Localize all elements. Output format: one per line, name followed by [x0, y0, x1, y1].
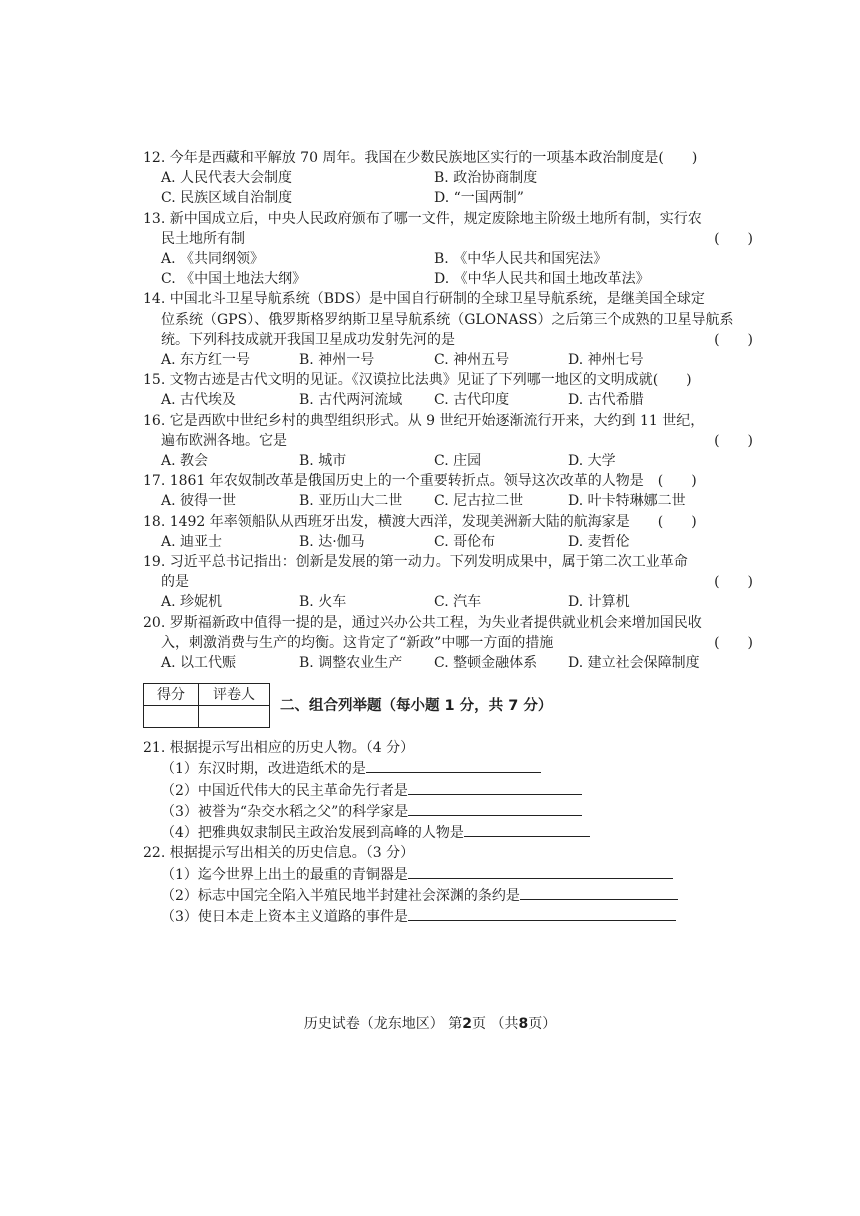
option-d: D. 麦哲伦 [568, 533, 630, 550]
answer-blank[interactable] [408, 801, 582, 816]
question-stem [143, 148, 753, 168]
option-c: C. 庄园 [434, 453, 482, 470]
question-stem [143, 512, 753, 532]
stem-line: 遍布欧洲各地。它是 [161, 432, 287, 449]
question-list [143, 148, 753, 673]
option-b: B. 古代两河流域 [299, 392, 403, 409]
option-row [143, 491, 753, 511]
answer-blank[interactable] [464, 822, 590, 837]
footer-page-word-a: 第 [448, 1016, 463, 1032]
stem-line: 20. 罗斯福新政中值得一提的是，通过兴办公共工程，为失业者提供就业机会来增加国民收 [143, 614, 702, 631]
question-14 [143, 289, 753, 370]
option-b: B. 城市 [299, 453, 347, 470]
option-c: C. 神州五号 [434, 352, 510, 369]
stem-line: 13. 新中国成立后，中央人民政府颁布了哪一文件，规定废除地主阶级土地所有制，实行农 [143, 210, 702, 227]
option-a: A. 《共同纲领》 [161, 251, 265, 268]
option-a: A. 教会 [161, 453, 209, 470]
question-22 [143, 843, 753, 927]
option-a: A. 彼得一世 [161, 493, 237, 510]
option-c: C. 汽车 [434, 594, 482, 611]
question-stem [143, 370, 753, 390]
answer-blank[interactable] [408, 780, 582, 795]
q22-stem: 22. 根据提示写出相关的历史信息。（3 分） [143, 845, 415, 862]
option-c: C. 民族区域自治制度 [161, 190, 293, 207]
stem-line: 民土地所有制 [161, 230, 245, 247]
option-row [143, 168, 753, 188]
option-c: C. 哥伦布 [434, 533, 496, 550]
footer-title: 历史试卷（龙东地区） [303, 1016, 444, 1032]
answer-blank[interactable] [408, 864, 673, 879]
option-b: B. 《中华人民共和国宪法》 [434, 251, 608, 268]
section2-header [143, 683, 753, 728]
option-d: D. 计算机 [568, 594, 630, 611]
section2-title: 二、组合列举题（每小题 1 分，共 7 分） [280, 697, 553, 714]
option-row [143, 350, 753, 370]
answer-bracket[interactable]: ( ) [714, 574, 753, 591]
stem-line: 位系统（GPS）、俄罗斯格罗纳斯卫星导航系统（GLONASS）之后第三个成熟的卫星导航系 [161, 311, 734, 328]
option-a: A. 珍妮机 [161, 594, 223, 611]
q21-item: （4）把雅典奴隶制民主政治发展到高峰的人物是 [143, 822, 753, 843]
option-a: A. 以工代赈 [161, 655, 237, 672]
footer-total-pages: 8 [518, 1016, 529, 1032]
answer-blank[interactable] [366, 758, 541, 773]
q21-item: （2）中国近代伟大的民主革命先行者是 [143, 780, 753, 801]
answer-bracket[interactable]: ( ) [714, 634, 753, 651]
q21-item: （3）被誉为“杂交水稻之父”的科学家是 [143, 801, 753, 822]
option-a: A. 古代埃及 [161, 392, 237, 409]
option-c: C. 整顿金融体系 [434, 655, 538, 672]
answer-blank[interactable] [408, 906, 676, 921]
option-d: D. 叶卡特琳娜二世 [568, 493, 686, 510]
question-15 [143, 370, 753, 410]
question-18 [143, 512, 753, 552]
footer-total-word-b: 页） [528, 1016, 557, 1032]
stem-line: 的是 [161, 574, 189, 591]
answer-bracket[interactable]: ( ) [714, 331, 753, 348]
footer-page-word-b: 页 [472, 1016, 486, 1032]
question-17 [143, 471, 753, 511]
stem-line: 19. 习近平总书记指出：创新是发展的第一动力。下列发明成果中，属于第二次工业革命 [143, 554, 688, 571]
q22-item: （1）迄今世界上出土的最重的青铜器是 [143, 864, 753, 885]
option-row [143, 390, 753, 410]
q21-stem: 21. 根据提示写出相应的历史人物。（4 分） [143, 740, 415, 757]
option-b: B. 亚历山大二世 [299, 493, 403, 510]
stem-line: 12. 今年是西藏和平解放 70 周年。我国在少数民族地区实行的一项基本政治制度是( ) [143, 150, 698, 166]
grader-cell [199, 706, 270, 728]
option-d: D. 《中华人民共和国土地改革法》 [434, 271, 650, 288]
option-row [143, 188, 753, 208]
q21-item: （1）东汉时期，改进造纸术的是 [143, 758, 753, 779]
option-d: D. 神州七号 [568, 352, 644, 369]
question-21 [143, 738, 753, 843]
page-footer [0, 1013, 860, 1033]
question-19 [143, 552, 753, 613]
option-b: B. 神州一号 [299, 352, 375, 369]
option-row [143, 653, 753, 673]
option-row [143, 451, 753, 471]
question-16 [143, 411, 753, 472]
q22-item: （3）使日本走上资本主义道路的事件是 [143, 906, 753, 927]
footer-total-word-a: （共 [490, 1016, 519, 1032]
option-c: C. 《中国土地法大纲》 [161, 271, 307, 288]
question-stem [143, 289, 753, 350]
option-row [143, 249, 753, 269]
footer-page-number: 2 [462, 1016, 472, 1032]
option-row [143, 269, 753, 289]
exam-content [143, 148, 753, 927]
option-c: C. 尼古拉二世 [434, 493, 524, 510]
question-13 [143, 209, 753, 290]
question-12 [143, 148, 753, 209]
stem-line: 统。下列科技成就开我国卫星成功发射先河的是 [161, 331, 455, 348]
option-b: B. 火车 [299, 594, 347, 611]
score-cell [144, 706, 199, 728]
question-stem [143, 613, 753, 653]
question-stem [143, 209, 753, 249]
answer-blank[interactable] [520, 885, 678, 900]
option-a: A. 迪亚士 [161, 533, 223, 550]
stem-line: 入，刺激消费与生产的均衡。这肯定了“新政”中哪一方面的措施 [161, 634, 554, 651]
question-stem [143, 552, 753, 592]
option-d: D. 建立社会保障制度 [568, 655, 700, 672]
option-d: D. “一国两制” [434, 190, 524, 207]
question-stem [143, 411, 753, 451]
stem-line: 15. 文物古迹是古代文明的见证。《汉谟拉比法典》见证了下列哪一地区的文明成就( ) [143, 372, 692, 389]
stem-line: 14. 中国北斗卫星导航系统（BDS）是中国自行研制的全球卫星导航系统，是继美国全球定 [143, 291, 705, 308]
option-row [143, 532, 753, 552]
question-stem [143, 471, 753, 491]
question-20 [143, 613, 753, 674]
option-c: C. 古代印度 [434, 392, 510, 409]
option-b: B. 政治协商制度 [434, 170, 538, 187]
option-d: D. 大学 [568, 453, 616, 470]
option-b: B. 达·伽马 [299, 533, 365, 550]
answer-bracket[interactable]: ( ) [714, 432, 753, 449]
stem-line: 18. 1492 年率领船队从西班牙出发，横渡大西洋，发现美洲新大陆的航海家是 ( ) [143, 513, 697, 530]
score-table [143, 683, 270, 728]
q22-item: （2）标志中国完全陷入半殖民地半封建社会深渊的条约是 [143, 885, 753, 906]
option-row [143, 592, 753, 612]
stem-line: 17. 1861 年农奴制改革是俄国历史上的一个重要转折点。领导这次改革的人物是 ( ) [143, 473, 697, 490]
option-b: B. 调整农业生产 [299, 655, 403, 672]
answer-bracket[interactable]: ( ) [714, 230, 753, 247]
option-a: A. 人民代表大会制度 [161, 170, 293, 187]
score-label: 得分 [144, 684, 199, 706]
option-d: D. 古代希腊 [568, 392, 644, 409]
stem-line: 16. 它是西欧中世纪乡村的典型组织形式。从 9 世纪开始逐渐流行开来，大约到 11 世纪， [143, 412, 705, 429]
option-a: A. 东方红一号 [161, 352, 251, 369]
grader-label: 评卷人 [199, 684, 270, 706]
